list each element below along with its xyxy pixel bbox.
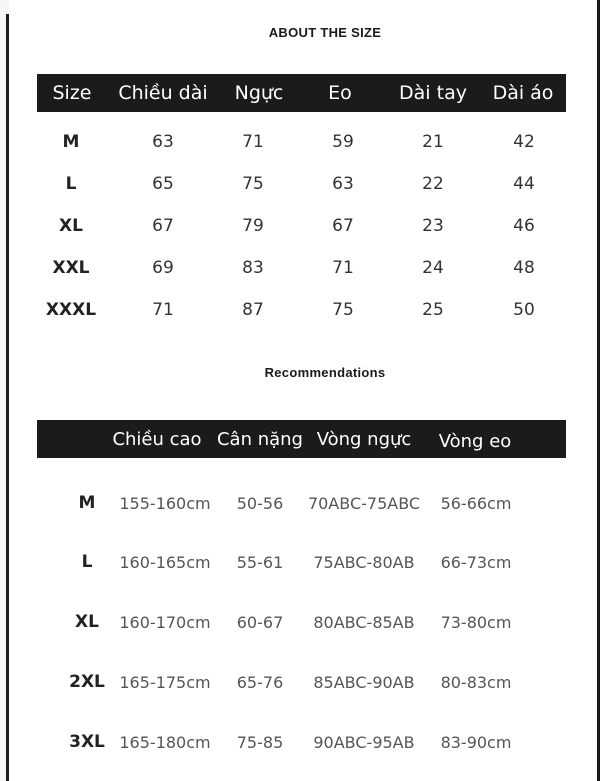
size-cell: XXXL	[45, 300, 97, 320]
size-cell: XXL	[52, 258, 90, 278]
weight-cell: 65-76	[236, 672, 284, 692]
size-header-shirt-length: Dài áo	[492, 82, 554, 104]
weight-cell: 60-67	[236, 612, 284, 632]
waist-cell: 71	[332, 258, 354, 278]
table-row	[0, 169, 600, 199]
waist-cell: 63	[332, 174, 354, 194]
sleeve-cell: 25	[422, 300, 444, 320]
waist-cell: 80-83cm	[440, 672, 512, 692]
table-row	[0, 127, 600, 157]
height-cell: 155-160cm	[119, 493, 211, 513]
size-cell: XL	[59, 216, 83, 236]
page-left-edge	[0, 0, 9, 781]
size-header-waist: Eo	[328, 82, 352, 104]
chest-cell: 79	[242, 216, 264, 236]
sleeve-cell: 24	[422, 258, 444, 278]
height-cell: 160-165cm	[119, 552, 211, 572]
size-cell: 3XL	[69, 732, 105, 752]
recommendations-table-header	[37, 420, 566, 458]
chest-cell: 71	[242, 132, 264, 152]
bust-cell: 85ABC-90AB	[313, 672, 415, 692]
length-cell: 67	[152, 216, 174, 236]
bust-cell: 80ABC-85AB	[313, 612, 415, 632]
rec-header-height: Chiều cao	[112, 428, 202, 450]
weight-cell: 55-61	[236, 552, 284, 572]
weight-cell: 50-56	[236, 493, 284, 513]
waist-cell: 83-90cm	[440, 732, 512, 752]
table-row	[0, 727, 600, 757]
waist-cell: 56-66cm	[440, 493, 512, 513]
table-row	[0, 295, 600, 325]
size-cell: XL	[75, 612, 99, 632]
size-cell: L	[65, 174, 77, 194]
size-table-header	[37, 74, 566, 112]
length-cell: 63	[152, 132, 174, 152]
size-header-chest: Ngực	[234, 82, 284, 104]
chest-cell: 75	[242, 174, 264, 194]
table-row	[0, 667, 600, 697]
recommendations-section-title: Recommendations	[264, 365, 386, 380]
chest-cell: 87	[242, 300, 264, 320]
shirt-length-cell: 42	[513, 132, 535, 152]
waist-cell: 67	[332, 216, 354, 236]
size-header-sleeve: Dài tay	[399, 82, 467, 104]
length-cell: 71	[152, 300, 174, 320]
shirt-length-cell: 46	[513, 216, 535, 236]
table-row	[0, 607, 600, 637]
length-cell: 65	[152, 174, 174, 194]
shirt-length-cell: 50	[513, 300, 535, 320]
bust-cell: 70ABC-75ABC	[307, 493, 421, 513]
chest-cell: 83	[242, 258, 264, 278]
size-cell: L	[81, 552, 93, 572]
table-row	[0, 253, 600, 283]
waist-cell: 59	[332, 132, 354, 152]
height-cell: 165-180cm	[119, 732, 211, 752]
size-header-length: Chiều dài	[118, 82, 208, 104]
waist-cell: 73-80cm	[440, 612, 512, 632]
rec-header-bust: Vòng ngực	[316, 428, 412, 450]
shirt-length-cell: 44	[513, 174, 535, 194]
size-cell: 2XL	[69, 672, 105, 692]
sleeve-cell: 23	[422, 216, 444, 236]
sleeve-cell: 21	[422, 132, 444, 152]
weight-cell: 75-85	[236, 732, 284, 752]
size-cell: M	[62, 132, 80, 152]
shirt-length-cell: 48	[513, 258, 535, 278]
height-cell: 165-175cm	[119, 672, 211, 692]
sleeve-cell: 22	[422, 174, 444, 194]
bust-cell: 75ABC-80AB	[313, 552, 415, 572]
length-cell: 69	[152, 258, 174, 278]
waist-cell: 66-73cm	[440, 552, 512, 572]
table-row	[0, 488, 600, 518]
bust-cell: 90ABC-95AB	[313, 732, 415, 752]
table-row	[0, 547, 600, 577]
table-row	[0, 211, 600, 241]
rec-header-weight: Cân nặng	[216, 428, 303, 450]
waist-cell: 75	[332, 300, 354, 320]
size-section-title: ABOUT THE SIZE	[268, 25, 382, 40]
rec-header-waist: Vòng eo	[438, 430, 512, 452]
size-header-size: Size	[52, 82, 92, 104]
size-cell: M	[78, 493, 96, 513]
height-cell: 160-170cm	[119, 612, 211, 632]
